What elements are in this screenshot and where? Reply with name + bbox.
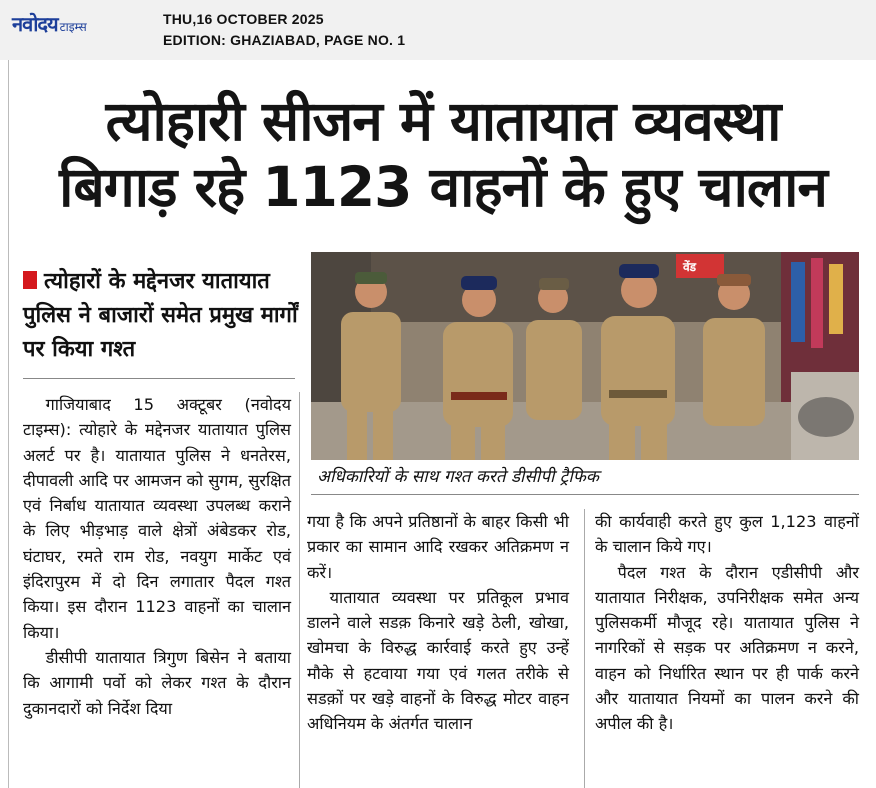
issue-date: THU,16 OCTOBER 2025 — [163, 11, 324, 27]
edition-page: EDITION: GHAZIABAD, PAGE NO. 1 — [163, 32, 406, 48]
article-photo — [311, 252, 859, 460]
edition-info — [163, 9, 405, 51]
subheadline-text: त्योहारों के मद्देनजर यातायात पुलिस ने बाजारों समेत प्रमुख मार्गों पर किया गश्त — [23, 269, 298, 362]
headline-line-1: त्योहारी सीजन में यातायात व्यवस्था — [105, 89, 781, 153]
column-rule — [299, 392, 300, 788]
article-headline — [9, 88, 876, 220]
article-column-2 — [307, 509, 569, 737]
caption-divider — [311, 494, 859, 495]
column-rule — [584, 509, 585, 788]
headline-line-2: बिगाड़ रहे 1123 वाहनों के हुए चालान — [59, 155, 827, 219]
newspaper-logo[interactable] — [12, 10, 87, 36]
column-1-paragraph: गाजियाबाद 15 अक्टूबर (नवोदय टाइम्स): त्योहारे के मद्देनजर यातायात पुलिस अलर्ट पर है। यातायात पुलिस ने धनतेरस, दीपावली आदि पर आमजन को सुगम, सुरक्षित एवं निर्बाध यातायात व्यवस्था उपलब्ध कराने के लिए भीड़भाड़ वाले क्षेत्रों अंबेडकर रोड, घंटाघर, रमते राम रोड, नवयुग मार्केट एवं इंदिरापुरम में दो दिन लगातार पैदल गश्त किया। इस दौरान 1123 वाहनों का चालान किया। — [23, 395, 291, 642]
logo-sub-text: टाइम्स — [59, 20, 87, 34]
shop-sign-text: वेंड — [683, 260, 697, 274]
newspaper-clipping — [8, 60, 876, 788]
police-patrol-photo — [311, 252, 859, 460]
article-column-3 — [595, 509, 859, 737]
column-2-paragraph: गया है कि अपने प्रतिष्ठानों के बाहर किसी भी प्रकार का सामान आदि रखकर अतिक्रमण न करें। — [307, 512, 569, 582]
logo-main-text: नवोदय — [12, 12, 58, 36]
article-subheadline — [23, 265, 303, 367]
column-3-paragraph: पैदल गश्त के दौरान एडीसीपी और यातायात निरीक्षक, उपनिरीक्षक समेत अन्य पुलिसकर्मी मौजूद रहे। यातायात पुलिस ने नागरिकों से सड़क पर अतिक्रमण न करने, वाहन को निर्धारित स्थान पर ही पार्क करने और यातायात नियमों का पालन करने की अपील की है। — [595, 562, 859, 734]
red-square-bullet-icon — [23, 271, 37, 289]
column-2-paragraph: यातायात व्यवस्था पर प्रतिकूल प्रभाव डालने वाले सडक़ किनारे खड़े ठेली, खोखा, खोमचा के विरुद्ध कार्रवाई करते हुए उन्हें मौके से हटवाया गया एवं गलत तरीके से सडक़ों पर खड़े वाहनों के विरुद्ध मोटर वाहन अधिनियम के अंतर्गत चालान — [307, 587, 569, 734]
column-1-paragraph: डीसीपी यातायात त्रिगुण बिसेन ने बताया कि आगामी पर्वो को लेकर गश्त के दौरान दुकानदारों को निर्देश दिया — [23, 647, 291, 718]
photo-caption: अधिकारियों के साथ गश्त करते डीसीपी ट्रैफिक — [317, 467, 599, 487]
subheadline-divider — [23, 378, 295, 379]
column-3-paragraph: की कार्यवाही करते हुए कुल 1,123 वाहनों के चालान किये गए। — [595, 512, 859, 557]
article-column-1 — [23, 392, 291, 721]
page-header-bar — [0, 0, 876, 60]
